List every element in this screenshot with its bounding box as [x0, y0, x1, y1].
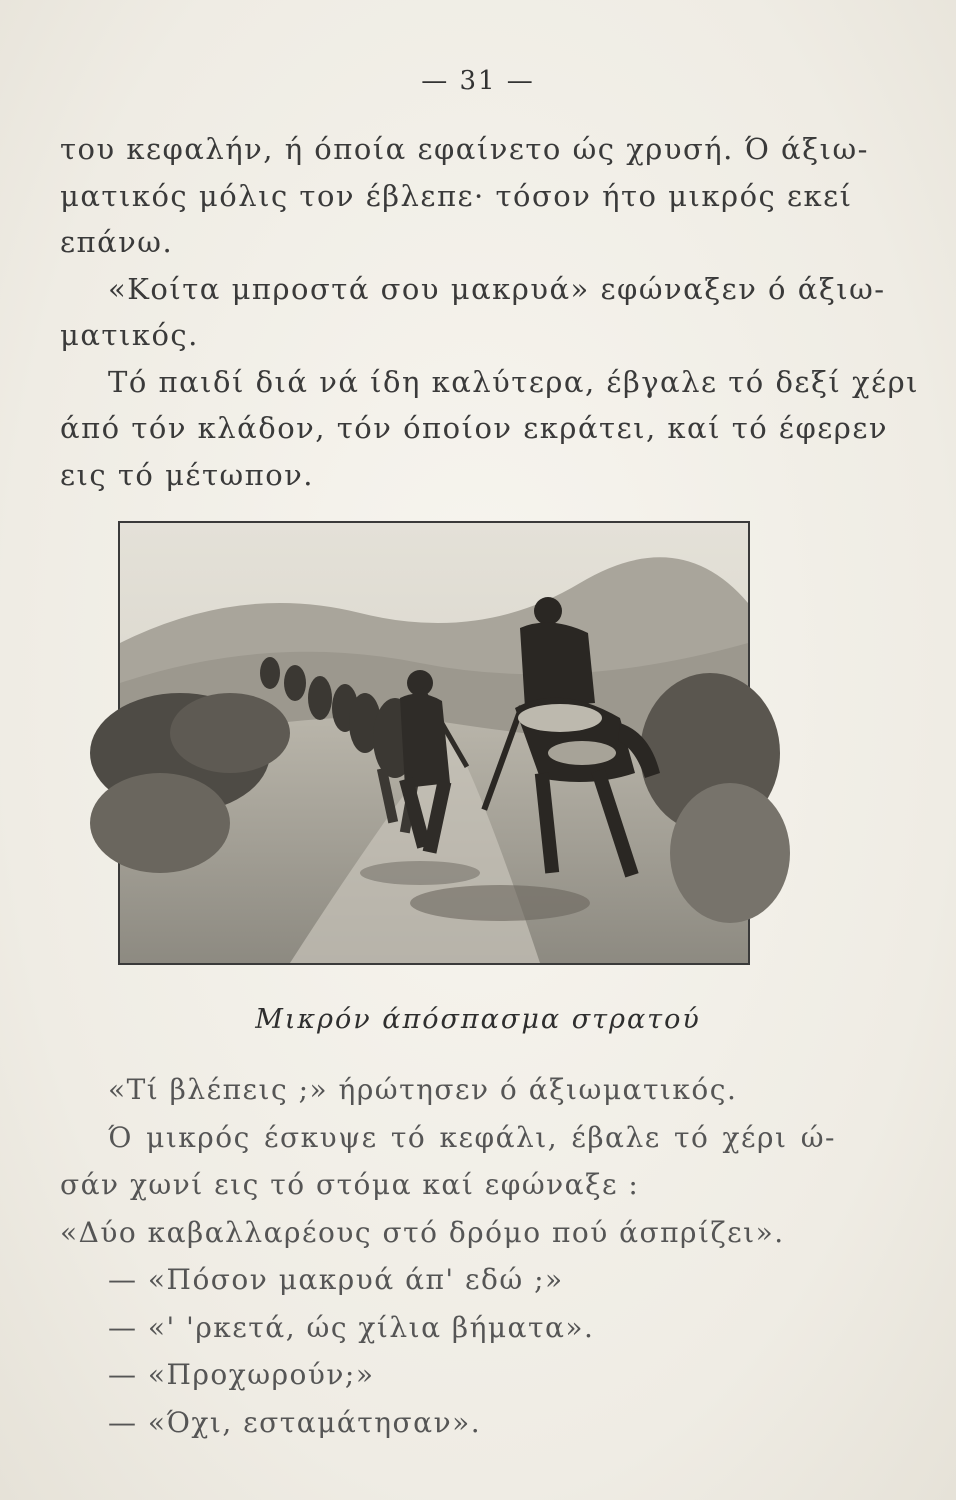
text-line: — «Προχωρούν;» — [108, 1358, 375, 1391]
top-text-block — [60, 126, 920, 498]
text-line: άπό τόν κλάδον, τόν όποίον εκράτει, καί τό έφερεν — [60, 411, 888, 445]
text-line: — «Πόσον μακρυά άπ' εδώ ;» — [108, 1263, 564, 1296]
text-line: Ό μικρός έσκυψε τό κεφάλι, έβαλε τό χέρι ώ- — [108, 1120, 836, 1154]
figure-caption: Μικρόν άπόσπασμα στρατού — [255, 1004, 701, 1035]
text-line: «Δύο καβαλλαρέους στό δρόμο πού άσπρίζει». — [60, 1215, 785, 1249]
text-line: — «Όχι, εσταμάτησαν». — [108, 1405, 482, 1439]
text-line: του κεφαλήν, ή όποία εφαίνετο ώς χρυσή. Ό άξιω- — [60, 132, 869, 166]
photograph-image — [120, 523, 748, 963]
text-line: εις τό μέτωπον. — [60, 457, 315, 492]
text-line: — «' 'ρκετά, ώς χίλια βήματα». — [108, 1310, 595, 1344]
text-line: «Κοίτα μπροστά σου μακρυά» εφώναξεν ό άξιω- — [108, 271, 886, 306]
text-line: ματικός μόλις τον έβλεπε· τόσον ήτο μικρός εκεί — [60, 178, 853, 213]
text-line: σάν χωνί εις τό στόμα καί εφώναξε : — [60, 1168, 640, 1201]
text-line: επάνω. — [60, 225, 174, 259]
bottom-text-block — [60, 1066, 836, 1446]
text-line: ματικός. — [60, 318, 199, 352]
text-line: «Τί βλέπεις ;» ήρώτησεν ό άξιωματικός. — [108, 1073, 738, 1106]
soldiers-photograph — [118, 521, 750, 965]
page-number: — 31 — — [421, 66, 535, 96]
text-line: Τό παιδί διά νά ίδη καλύτερα, έβγαλε τό δεξί χέρι — [108, 364, 920, 399]
